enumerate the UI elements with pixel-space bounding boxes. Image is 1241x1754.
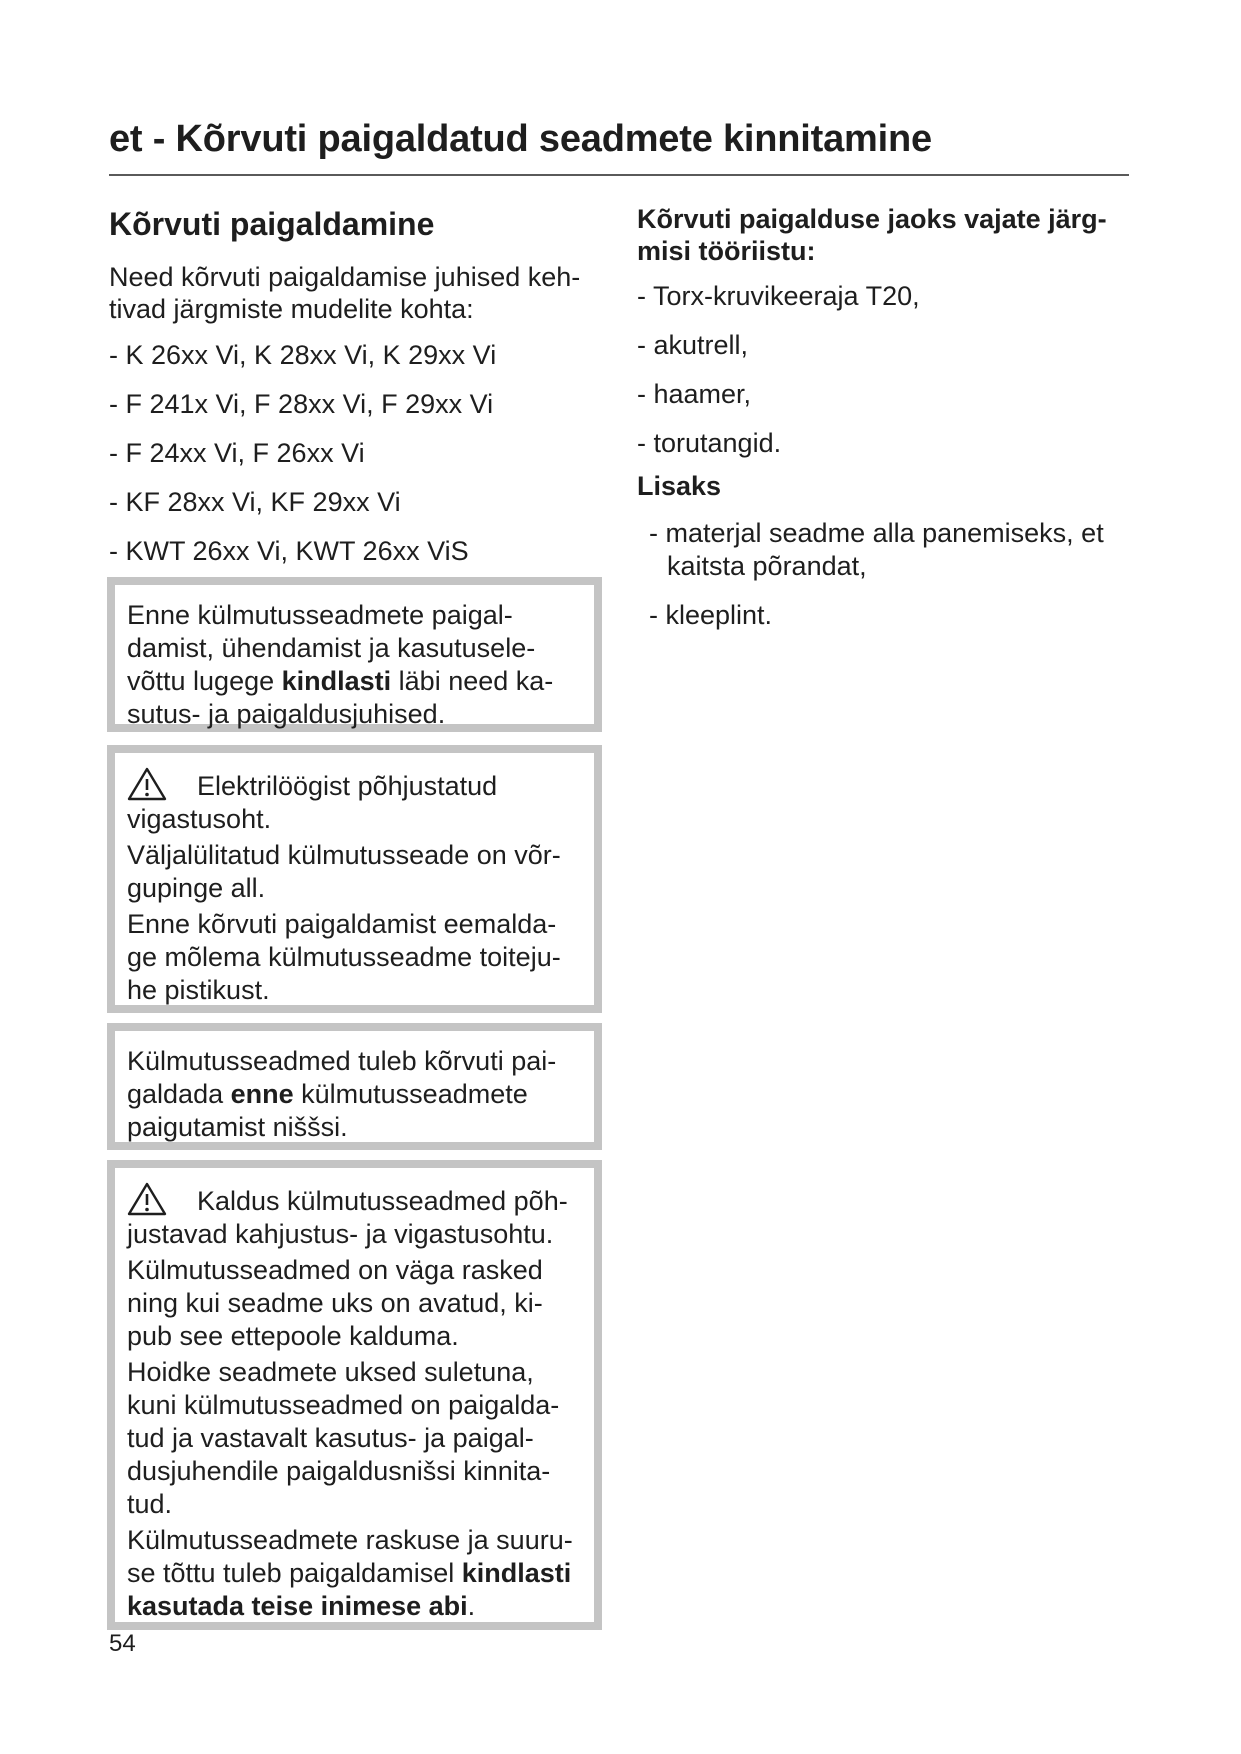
extras-heading: Lisaks — [637, 471, 722, 501]
model-item: - K 26xx Vi, K 28xx Vi, K 29xx Vi — [109, 340, 497, 370]
tools-heading: Kõrvuti paigalduse jaoks vajate järg-misi tööriistu: — [637, 204, 1107, 266]
tools-list — [637, 280, 1137, 460]
right-column — [637, 203, 1137, 648]
page-title: et - Kõrvuti paigaldatud seadmete kinnitamine — [109, 118, 932, 160]
note-box-install-before-niche — [107, 1023, 602, 1150]
extras-list — [637, 517, 1137, 632]
warning-title: Elektrilöögist põhjustatud vigastusoht. — [127, 767, 584, 836]
page-number: 54 — [109, 1630, 136, 1657]
warning-triangle-icon — [127, 1182, 167, 1216]
model-item: - KWT 26xx Vi, KWT 26xx ViS — [109, 536, 469, 566]
model-list — [109, 339, 604, 567]
note-text: Külmutusseadmed tuleb kõrvuti pai-galdada enne külmutusseadmete paigutamist niššsi. — [127, 1046, 557, 1142]
warning-text: Külmutusseadmete raskuse ja suuru-se tõttu tuleb paigaldamisel kindlasti kasutada teise inimese abi. — [127, 1525, 573, 1621]
tool-item: - akutrell, — [637, 330, 749, 360]
warning-box-electric-shock — [107, 745, 602, 1013]
left-column — [109, 205, 604, 584]
section-heading: Kõrvuti paigaldamine — [109, 206, 435, 242]
warning-text: Väljalülitatud külmutusseade on võr-gupinge all. — [127, 840, 561, 903]
tool-item: - Torx-kruvikeeraja T20, — [637, 281, 920, 311]
model-item: - KF 28xx Vi, KF 29xx Vi — [109, 487, 401, 517]
title-rule — [109, 174, 1129, 176]
note-text: Enne külmutusseadmete paigal-damist, ühendamist ja kasutusele-võttu lugege kindlasti läbi need ka-sutus- ja paigaldusjuhised. — [127, 600, 554, 729]
extra-item: - materjal seadme alla panemiseks, et kaitsta põrandat, — [649, 518, 1104, 581]
warning-text: Hoidke seadmete uksed suletuna, kuni külmutusseadmed on paigalda-tud ja vastavalt kasutus- ja paigal-dusjuhendile paigaldusnišsi kinnita-tud. — [127, 1357, 560, 1519]
model-item: - F 241x Vi, F 28xx Vi, F 29xx Vi — [109, 389, 494, 419]
extra-item: - kleeplint. — [649, 600, 773, 630]
warning-text: Külmutusseadmed on väga rasked ning kui seadme uks on avatud, ki-pub see ettepoole kalduma. — [127, 1255, 543, 1351]
warning-box-tipping — [107, 1160, 602, 1630]
tool-item: - haamer, — [637, 379, 752, 409]
note-box-read-instructions — [107, 577, 602, 732]
intro-text: Need kõrvuti paigaldamise juhised keh-tivad järgmiste mudelite kohta: — [109, 262, 581, 324]
warning-triangle-icon — [127, 767, 167, 801]
tool-item: - torutangid. — [637, 428, 782, 458]
warning-text: Enne kõrvuti paigaldamist eemalda-ge mõlema külmutusseadme toiteju-he pistikust. — [127, 909, 561, 1005]
model-item: - F 24xx Vi, F 26xx Vi — [109, 438, 365, 468]
warning-title: Kaldus külmutusseadmed põh-justavad kahjustus- ja vigastusohtu. — [127, 1182, 584, 1251]
